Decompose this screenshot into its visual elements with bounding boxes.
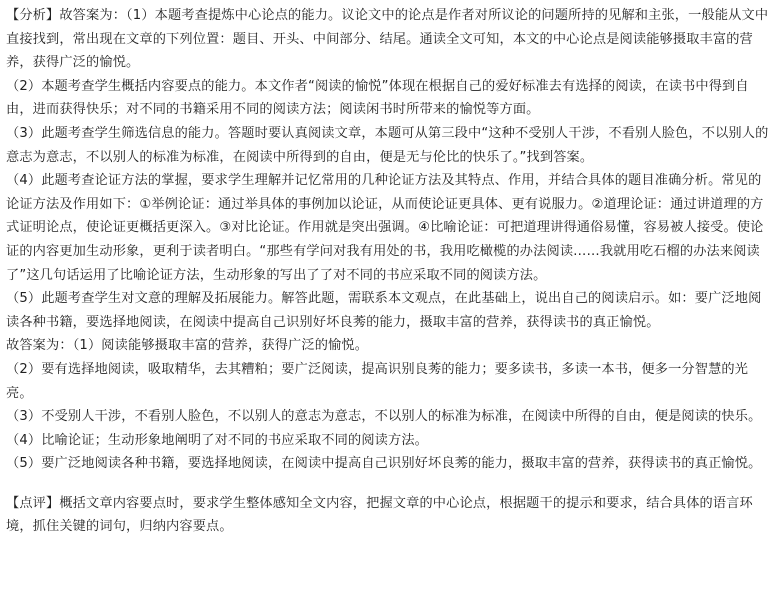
- answer-paragraph-5: （5）要广泛地阅读各种书籍，要选择地阅读，在阅读中提高自己识别好坏良莠的能力，摄取丰富的营养，获得读书的真正愉悦。: [6, 456, 762, 472]
- analysis-paragraph-5: （5）此题考查学生对文意的理解及拓展能力。解答此题，需联系本文观点，在此基础上，说出自己的阅读启示。如：要广泛地阅读各种书籍，要选择地阅读，在阅读中提高自己识别好坏良莠的能力，摄取丰富的营养，获得读书的真正愉悦。: [6, 291, 762, 330]
- section-gap: [6, 476, 774, 492]
- analysis-paragraph-2: （2）本题考查学生概括内容要点的能力。本文作者“阅读的愉悦”体现在根据自己的爱好标准去有选择的阅读，在读书中得到自由，进而获得快乐；对不同的书籍采用不同的阅读方法；阅读闲书时所带来的愉悦等方面。: [6, 78, 749, 118]
- analysis-paragraph-1: 【分析】故答案为：（1）本题考查提炼中心论点的能力。议论文中的论点是作者对所议论的问题所持的见解和主张，一般能从文中直接找到，常出现在文章的下列位置：题目、开头、中间部分、结尾。通读全文可知，本文的中心论点是阅读能够摄取丰富的营养，获得广泛的愉悦。: [6, 8, 769, 71]
- analysis-paragraph-3: （3）此题考查学生筛选信息的能力。答题时要认真阅读文章，本题可从第三段中“这种不受别人干涉，不看别人脸色，不以别人的意志为意志，不以别人的标准为标准，在阅读中所得到的自由，便是无与伦比的快乐了。”找到答案。: [6, 125, 769, 165]
- answer-paragraph-1: 故答案为：（1）阅读能够摄取丰富的营养，获得广泛的愉悦。: [6, 338, 369, 354]
- analysis-paragraph-4: （4）此题考查论证方法的掌握，要求学生理解并记忆常用的几种论证方法及其特点、作用，并结合具体的题目准确分析。常见的论证方法及作用如下：①举例论证：通过举具体的事例加以论证，从而使论证更具体、更有说服力。②道理论证：通过讲道理的方式证明论点，使论证更概括更深入。③对比论证。作用就是突出强调。④比喻论证：可把道理讲得通俗易懂，容易被人接受。使论证的内容更加生动形象，更利于读者明白。“那些有学问对我有用处的书，我用吃橄榄的办法阅读……我就用吃石榴的办法来阅读了”这几句话运用了比喻论证方法，生动形象的写出了了对不同的书应采取不同的阅读方法。: [6, 173, 764, 283]
- answer-paragraph-2: （2）要有选择地阅读，吸取精华，去其糟粕；要广泛阅读，提高识别良莠的能力；要多读书，多读一本书，便多一分智慧的光亮。: [6, 361, 749, 401]
- answer-paragraph-3: （3）不受别人干涉，不看别人脸色，不以别人的意志为意志，不以别人的标准为标准，在阅读中所得的自由，便是阅读的快乐。: [6, 409, 762, 425]
- answer-paragraph-4: （4）比喻论证；生动形象地阐明了对不同的书应采取不同的阅读方法。: [6, 432, 428, 448]
- comment-paragraph: 【点评】概括文章内容要点时，要求学生整体感知全文内容，把握文章的中心论点，根据题干的提示和要求，结合具体的语言环境，抓住关键的词句，归纳内容要点。: [6, 495, 753, 535]
